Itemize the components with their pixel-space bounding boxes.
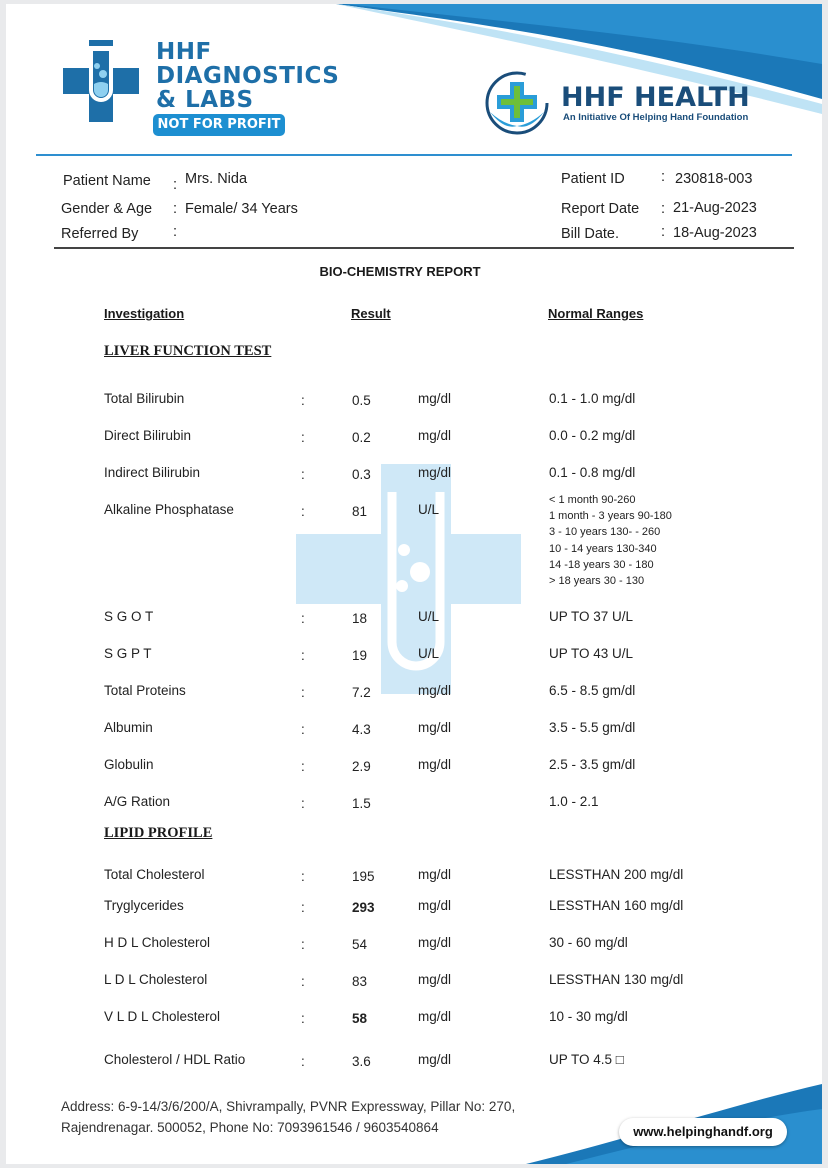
result-value: 54 (352, 937, 368, 952)
brand-line-2: DIAGNOSTICS (156, 63, 340, 89)
result-unit: mg/dl (418, 428, 452, 443)
row-separator: : (301, 504, 305, 519)
investigation-name: Total Bilirubin (104, 391, 185, 406)
normal-range: 0.0 - 0.2 mg/dl (549, 428, 636, 443)
row-separator: : (301, 869, 305, 884)
row-separator: : (301, 974, 305, 989)
result-value: 195 (352, 869, 375, 884)
referred-by-label: Referred By (61, 226, 139, 242)
brand-line-1: HHF (156, 39, 212, 65)
row-separator: : (301, 759, 305, 774)
normal-range: 0.1 - 1.0 mg/dl (549, 391, 636, 406)
investigation-name: Indirect Bilirubin (104, 465, 201, 480)
row-separator: : (301, 611, 305, 626)
normal-range-line: 3 - 10 years 130- - 260 (549, 526, 661, 539)
watermark-logo-icon (296, 464, 536, 704)
result-unit: mg/dl (418, 391, 452, 406)
patient-name-label: Patient Name (63, 173, 151, 189)
address-line-2: Rajendrenagar. 500052, Phone No: 7093961546 / 9603540864 (61, 1120, 439, 1135)
gender-age-label: Gender & Age (61, 201, 153, 217)
result-value: 0.5 (352, 393, 371, 408)
result-value: 4.3 (352, 722, 371, 737)
result-unit: mg/dl (418, 757, 452, 772)
normal-range: LESSTHAN 200 mg/dl (549, 867, 684, 882)
investigation-name: Albumin (104, 720, 153, 735)
normal-range-line: 14 -18 years 30 - 180 (549, 558, 654, 571)
result-value: 293 (352, 900, 375, 915)
row-separator: : (301, 1011, 305, 1026)
bill-date-value: 18-Aug-2023 (673, 225, 757, 241)
result-unit: U/L (418, 502, 440, 517)
result-value: 83 (352, 974, 368, 989)
report-date-sep: : (661, 201, 666, 217)
diagnostics-brand-name (156, 40, 339, 112)
patient-id-sep: : (661, 169, 666, 185)
hhf-health-logo-icon (482, 68, 552, 138)
row-separator: : (301, 900, 305, 915)
row-separator: : (301, 796, 305, 811)
result-unit: U/L (418, 609, 440, 624)
normal-range: 2.5 - 3.5 gm/dl (549, 757, 636, 772)
row-separator: : (301, 467, 305, 482)
investigation-name: Alkaline Phosphatase (104, 502, 234, 517)
report-page (6, 4, 822, 1164)
result-unit: mg/dl (418, 867, 452, 882)
gender-age-value: Female/ 34 Years (185, 201, 298, 217)
hhf-diagnostics-logo-icon (61, 36, 141, 126)
row-separator: : (301, 722, 305, 737)
row-separator: : (301, 430, 305, 445)
investigation-name: Globulin (104, 757, 154, 772)
normal-range: 30 - 60 mg/dl (549, 935, 628, 950)
normal-range-line: < 1 month 90-260 (549, 494, 636, 506)
result-value: 3.6 (352, 1054, 371, 1069)
row-separator: : (301, 393, 305, 408)
result-value: 58 (352, 1011, 368, 1026)
result-unit: mg/dl (418, 1052, 452, 1067)
footer-address (61, 1096, 515, 1138)
investigation-name: Tryglycerides (104, 898, 184, 913)
report-title: BIO-CHEMISTRY REPORT (319, 264, 481, 279)
hhf-health-tagline: An Initiative Of Helping Hand Foundation (563, 112, 749, 123)
column-header-normal-ranges: Normal Ranges (548, 306, 644, 321)
column-header-result: Result (351, 306, 391, 321)
row-separator: : (301, 1054, 305, 1069)
address-line-1: Address: 6-9-14/3/6/200/A, Shivrampally, PVNR Expressway, Pillar No: 270, (61, 1099, 516, 1114)
not-for-profit-badge: NOT FOR PROFIT (153, 114, 285, 136)
patient-id-label: Patient ID (561, 171, 625, 187)
website-link[interactable]: www.helpinghandf.org (619, 1118, 787, 1146)
brand-line-3: & LABS (156, 87, 254, 113)
patient-info-divider (54, 247, 794, 249)
normal-range: 0.1 - 0.8 mg/dl (549, 465, 636, 480)
result-value: 7.2 (352, 685, 371, 700)
result-unit: mg/dl (418, 935, 452, 950)
result-unit: mg/dl (418, 1009, 452, 1024)
investigation-name: Total Proteins (104, 683, 186, 698)
normal-range-line: > 18 years 30 - 130 (549, 575, 645, 588)
normal-range: LESSTHAN 160 mg/dl (549, 898, 684, 913)
normal-range: LESSTHAN 130 mg/dl (549, 972, 684, 987)
result-value: 81 (352, 504, 368, 519)
result-unit: mg/dl (418, 972, 452, 987)
referred-by-sep: : (173, 224, 178, 240)
normal-range: UP TO 37 U/L (549, 609, 634, 624)
section-liver-function-test: LIVER FUNCTION TEST (104, 343, 272, 359)
row-separator: : (301, 685, 305, 700)
normal-range-multiline (549, 492, 672, 589)
result-value: 18 (352, 611, 368, 626)
normal-range: 10 - 30 mg/dl (549, 1009, 628, 1024)
result-unit: mg/dl (418, 898, 452, 913)
normal-range: UP TO 4.5 □ (549, 1052, 624, 1067)
normal-range: 1.0 - 2.1 (549, 794, 599, 809)
result-value: 19 (352, 648, 368, 663)
normal-range: UP TO 43 U/L (549, 646, 634, 661)
section-lipid-profile: LIPID PROFILE (104, 825, 213, 841)
report-date-label: Report Date (561, 201, 640, 217)
header-divider (36, 154, 792, 156)
bill-date-sep: : (661, 224, 666, 240)
result-value: 1.5 (352, 796, 371, 811)
result-unit: mg/dl (418, 683, 452, 698)
result-value: 0.3 (352, 467, 371, 482)
hhf-health-brand-name: HHF HEALTH (561, 82, 750, 113)
normal-range-line: 1 month - 3 years 90-180 (549, 510, 672, 523)
investigation-name: S G P T (104, 646, 152, 661)
investigation-name: A/G Ration (104, 794, 171, 809)
bill-date-label: Bill Date. (561, 226, 620, 242)
investigation-name: V L D L Cholesterol (104, 1009, 221, 1024)
row-separator: : (301, 648, 305, 663)
result-unit: U/L (418, 646, 440, 661)
investigation-name: S G O T (104, 609, 154, 624)
normal-range: 6.5 - 8.5 gm/dl (549, 683, 636, 698)
row-separator: : (301, 937, 305, 952)
patient-name-sep: : (173, 177, 178, 193)
investigation-name: Cholesterol / HDL Ratio (104, 1052, 246, 1067)
result-unit: mg/dl (418, 465, 452, 480)
report-date-value: 21-Aug-2023 (673, 200, 757, 216)
result-value: 2.9 (352, 759, 371, 774)
gender-age-sep: : (173, 201, 178, 217)
column-header-investigation: Investigation (104, 306, 185, 321)
patient-id-value: 230818-003 (675, 171, 753, 187)
investigation-name: Total Cholesterol (104, 867, 205, 882)
investigation-name: Direct Bilirubin (104, 428, 192, 443)
result-unit: mg/dl (418, 720, 452, 735)
investigation-name: H D L Cholesterol (104, 935, 211, 950)
investigation-name: L D L Cholesterol (104, 972, 208, 987)
normal-range: 3.5 - 5.5 gm/dl (549, 720, 636, 735)
patient-name-value: Mrs. Nida (185, 171, 248, 187)
result-value: 0.2 (352, 430, 371, 445)
normal-range-line: 10 - 14 years 130-340 (549, 542, 657, 555)
